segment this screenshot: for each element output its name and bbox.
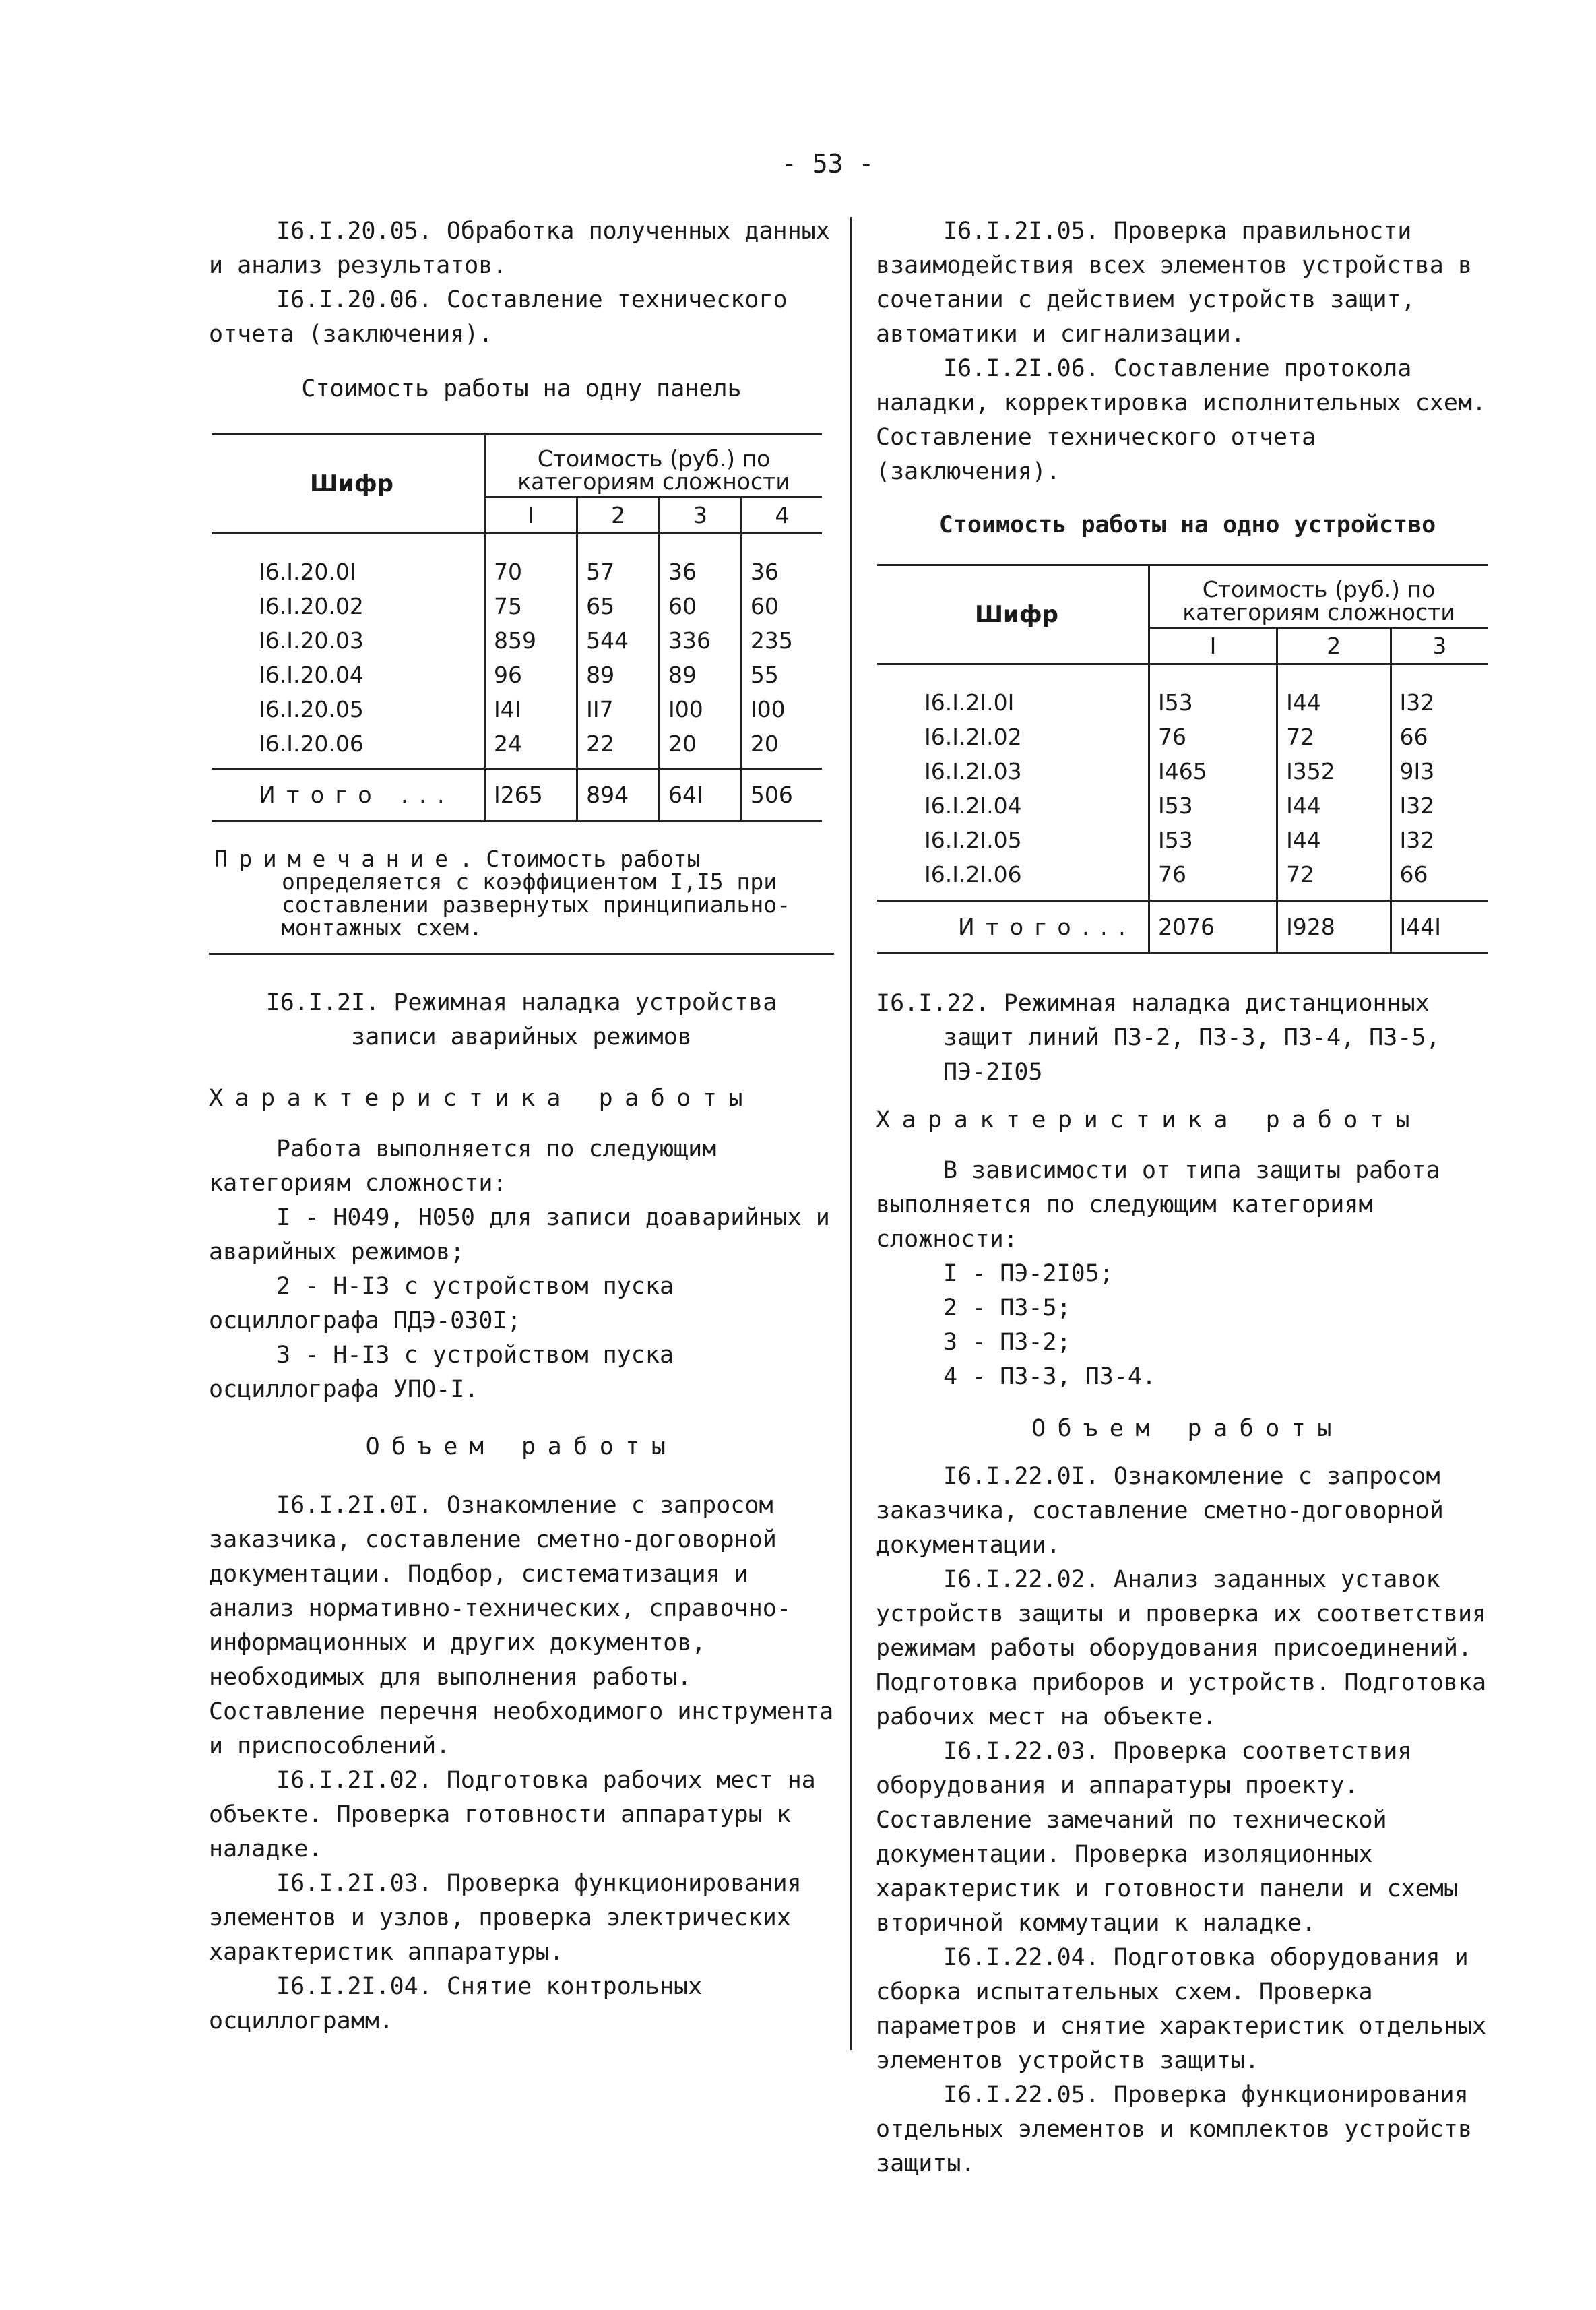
column-divider: [850, 217, 852, 2050]
section-title-line: записи аварийных режимов: [351, 1024, 692, 1051]
table-row: [877, 685, 1488, 720]
cell: 72: [1277, 857, 1391, 901]
total-cell: 894: [577, 769, 660, 821]
category-item: 3 - ПЗ-2;: [943, 1329, 1071, 1356]
row-code: I6.I.2I.02: [924, 724, 1022, 750]
category-header: 3: [660, 497, 742, 534]
work-item-21-01: I6.I.2I.0I. Ознакомление с запросом заказчика, составление сметно-договорной документации. Подбор, систематизация и анализ нормативно-технических, справочно-информационных и других документов, необходимых для выполнения работы. Составление перечня необходимого инструмента и приспособлений.: [209, 1492, 834, 1759]
table-title-device: Стоимость работы на одно устройство: [938, 511, 1436, 538]
category-item: 2 - Н-I3 с устройством пуска осциллографа ПДЭ-030I;: [209, 1273, 674, 1334]
paragraph-20-06: I6.I.20.06. Составление технического отчета (заключения).: [209, 286, 788, 348]
cell: I53: [1149, 685, 1277, 720]
cell: 544: [577, 623, 660, 658]
cell: I44: [1277, 685, 1391, 720]
category-item: I - Н049, Н050 для записи доаварийных и аварийных режимов;: [209, 1204, 830, 1266]
category-item: 2 - ПЗ-5;: [943, 1294, 1071, 1321]
characteristics-intro: В зависимости от типа защиты работа выполняется по следующим категориям сложности:: [876, 1157, 1440, 1253]
row-code: I6.I.2I.0I: [924, 689, 1015, 716]
row-code: I6.I.2I.05: [924, 827, 1022, 853]
cell: 20: [741, 726, 822, 769]
characteristics-intro: Работа выполняется по следующим категориям сложности:: [209, 1135, 717, 1197]
cell: 235: [741, 623, 822, 658]
cell: I53: [1149, 823, 1277, 857]
row-code: I6.I.20.0I: [259, 559, 356, 585]
total-cell: 506: [741, 769, 822, 821]
cell: 76: [1149, 720, 1277, 754]
cell: 70: [485, 555, 577, 589]
cell: 20: [660, 726, 742, 769]
cell: 96: [485, 658, 577, 692]
cell: I32: [1391, 685, 1488, 720]
cell: I44: [1277, 788, 1391, 823]
cell: I352: [1277, 754, 1391, 788]
paragraph-20-05: I6.I.20.05. Обработка полученных данных и анализ результатов.: [209, 218, 830, 279]
work-item-22-03: I6.I.22.03. Проверка соответствия оборудования и аппаратуры проекту. Составление замечаний по технической документации. Проверка изоляционных характеристик и готовности панели и схемы вторичной коммутации к наладке.: [876, 1738, 1458, 1937]
work-item-21-03: I6.I.2I.03. Проверка функционирования элементов и узлов, проверка электрических характеристик аппаратуры.: [209, 1870, 802, 1966]
cell: 60: [660, 589, 742, 623]
category-header: 2: [1277, 628, 1391, 664]
cell: 22: [577, 726, 660, 769]
cell: 336: [660, 623, 742, 658]
right-column: [876, 214, 1499, 2181]
category-header: 4: [741, 497, 822, 534]
code-header: Шифр: [877, 565, 1149, 664]
cost-table-panel: [212, 433, 822, 822]
table-row: [877, 823, 1488, 857]
category-header: 3: [1391, 628, 1488, 664]
table-row: [212, 555, 822, 589]
section-title-line: I6.I.2I. Режимная наладка устройства: [265, 989, 777, 1016]
work-item-22-02: I6.I.22.02. Анализ заданных уставок устройств защиты и проверка их соответствия режимам работы оборудования присоединений. Подготовка приборов и устройств. Подготовка рабочих мест на объекте.: [876, 1566, 1487, 1730]
volume-heading: Объем работы: [1031, 1415, 1343, 1442]
category-header: I: [1149, 628, 1277, 664]
cell: 89: [577, 658, 660, 692]
work-item-22-05: I6.I.22.05. Проверка функционирования отдельных элементов и комплектов устройств защиты.: [876, 2082, 1473, 2177]
cell: 89: [660, 658, 742, 692]
cell: I465: [1149, 754, 1277, 788]
cell: 76: [1149, 857, 1277, 901]
category-header: 2: [577, 497, 660, 534]
total-label: Итого ...: [212, 769, 485, 821]
total-cell: I265: [485, 769, 577, 821]
cell: 55: [741, 658, 822, 692]
total-cell: 2076: [1149, 901, 1277, 954]
page-number: - 53 -: [781, 149, 874, 179]
total-cell: 64I: [660, 769, 742, 821]
cell: 75: [485, 589, 577, 623]
cell: 36: [741, 555, 822, 589]
row-code: I6.I.20.04: [259, 662, 364, 688]
cell: II7: [577, 692, 660, 726]
section-21-title: [209, 986, 834, 1055]
work-item-22-01: I6.I.22.0I. Ознакомление с запросом заказчика, составление сметно-договорной документации.: [876, 1463, 1444, 1559]
cell: 60: [741, 589, 822, 623]
table-row: [877, 857, 1488, 901]
cell: 36: [660, 555, 742, 589]
total-cell: I928: [1277, 901, 1391, 954]
cost-table-device: [877, 564, 1488, 954]
table-row: [877, 720, 1488, 754]
characteristics-heading: Характеристика работы: [209, 1085, 755, 1112]
table-title-panel: Стоимость работы на одну панель: [301, 375, 742, 402]
category-header: I: [485, 497, 577, 534]
row-code: I6.I.20.05: [259, 696, 364, 722]
note-label: Примечание: [214, 846, 459, 872]
total-row: [877, 901, 1488, 954]
table-row: [212, 623, 822, 658]
work-item-21-04: I6.I.2I.04. Снятие контрольных осциллограмм.: [209, 1973, 703, 2034]
cell: I53: [1149, 788, 1277, 823]
table-row: [877, 788, 1488, 823]
table-note: [209, 848, 834, 939]
cost-header: Стоимость (руб.) по категориям сложности: [1149, 565, 1488, 628]
cell: I44: [1277, 823, 1391, 857]
row-code: I6.I.20.03: [259, 627, 364, 654]
cell: 66: [1391, 720, 1488, 754]
cell: 72: [1277, 720, 1391, 754]
table-row: [212, 692, 822, 726]
total-row: [212, 769, 822, 821]
section-22-title: I6.I.22. Режимная наладка дистанционных защит линий ПЗ-2, ПЗ-3, ПЗ-4, ПЗ-5, ПЭ-2I05: [876, 990, 1440, 1086]
total-label: Итого...: [877, 901, 1149, 954]
note-text: . Стоимость работы определяется с коэффициентом I,I5 при составлении развернутых принципиально-монтажных схем.: [282, 846, 790, 941]
cost-header: Стоимость (руб.) по категориям сложности: [485, 435, 823, 497]
cell: 859: [485, 623, 577, 658]
table-row: [212, 589, 822, 623]
work-item-22-04: I6.I.22.04. Подготовка оборудования и сборка испытательных схем. Проверка параметров и снятие характеристик отдельных элементов устройств защиты.: [876, 1944, 1487, 2074]
row-code: I6.I.20.02: [259, 593, 364, 619]
left-column: [209, 214, 834, 2038]
category-item: 4 - ПЗ-3, ПЗ-4.: [943, 1363, 1157, 1390]
table-row: [877, 754, 1488, 788]
cell: 9I3: [1391, 754, 1488, 788]
cell: I00: [660, 692, 742, 726]
work-item-21-06: I6.I.2I.06. Составление протокола наладки, корректировка исполнительных схем. Составление технического отчета (заключения).: [876, 355, 1487, 485]
cell: 57: [577, 555, 660, 589]
cell: I32: [1391, 823, 1488, 857]
cell: 66: [1391, 857, 1488, 901]
category-item: I - ПЭ-2I05;: [943, 1260, 1114, 1287]
row-code: I6.I.20.06: [259, 730, 364, 757]
work-item-21-02: I6.I.2I.02. Подготовка рабочих мест на объекте. Проверка готовности аппаратуры к наладке.: [209, 1767, 816, 1863]
category-item: 3 - Н-I3 с устройством пуска осциллографа УПО-I.: [209, 1342, 674, 1403]
cell: 65: [577, 589, 660, 623]
table-row: [212, 658, 822, 692]
note-rule: [209, 953, 834, 955]
volume-heading: Объем работы: [365, 1433, 678, 1460]
cell: 24: [485, 726, 577, 769]
cell: I4I: [485, 692, 577, 726]
code-header: Шифр: [212, 435, 485, 534]
cell: I00: [741, 692, 822, 726]
row-code: I6.I.2I.04: [924, 792, 1022, 819]
table-row: [212, 726, 822, 769]
row-code: I6.I.2I.03: [924, 758, 1022, 784]
cell: I32: [1391, 788, 1488, 823]
characteristics-heading: Характеристика работы: [876, 1106, 1422, 1133]
total-cell: I44I: [1391, 901, 1488, 954]
row-code: I6.I.2I.06: [924, 861, 1022, 887]
work-item-21-05: I6.I.2I.05. Проверка правильности взаимодействия всех элементов устройства в сочетании с действием устройств защит, автоматики и сигнализации.: [876, 218, 1473, 348]
